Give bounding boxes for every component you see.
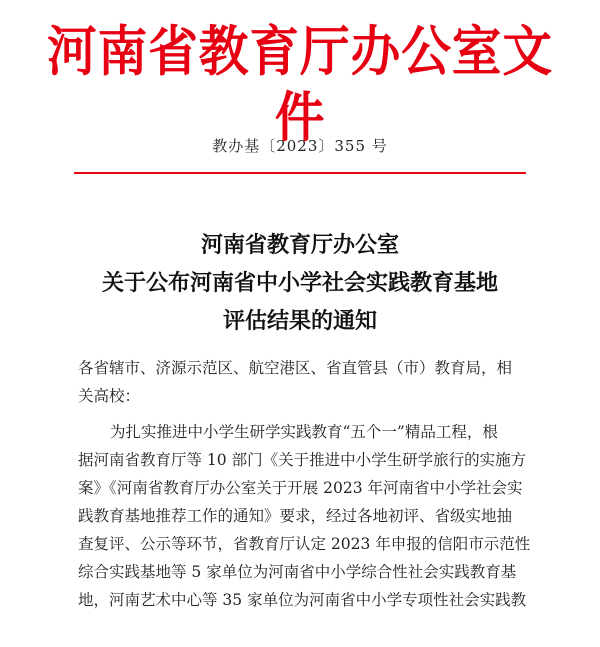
title-line: 评估结果的通知 (222, 308, 377, 334)
addressee-line: 关高校： (78, 387, 141, 405)
paragraph-line: 据河南省教育厅等 10 部门《关于推进中小学生研学旅行的实施方 (78, 451, 527, 469)
paragraph-line: 为扎实推进中小学生研学实践教育“五个一”精品工程，根 (110, 423, 498, 441)
paragraph-line: 践教育基地推荐工作的通知》要求，经过各地初评、省级实地抽 (78, 507, 513, 525)
document-number: 教办基〔2023〕355 号 (212, 137, 388, 155)
red-divider-line (74, 172, 526, 174)
title-line: 关于公布河南省中小学社会实践教育基地 (101, 270, 498, 296)
title-line: 河南省教育厅办公室 (200, 232, 399, 258)
paragraph-line: 案》《河南省教育厅办公室关于开展 2023 年河南省中小学社会实 (78, 479, 523, 497)
addressee-block (78, 354, 530, 410)
document-title (0, 226, 600, 340)
paragraph-line: 综合实践基地等 5 家单位为河南省中小学综合性社会实践教育基 (78, 563, 517, 581)
paragraph-line: 查复评、公示等环节，省教育厅认定 2023 年申报的信阳市示范性 (78, 535, 530, 553)
document-masthead: 河南省教育厅办公室文件 (47, 19, 553, 149)
body-paragraph (78, 418, 530, 614)
paragraph-line: 地，河南艺术中心等 35 家单位为河南省中小学专项性社会实践教 (78, 591, 527, 609)
addressee-line: 各省辖市、济源示范区、航空港区、省直管县（市）教育局，相 (78, 359, 513, 377)
